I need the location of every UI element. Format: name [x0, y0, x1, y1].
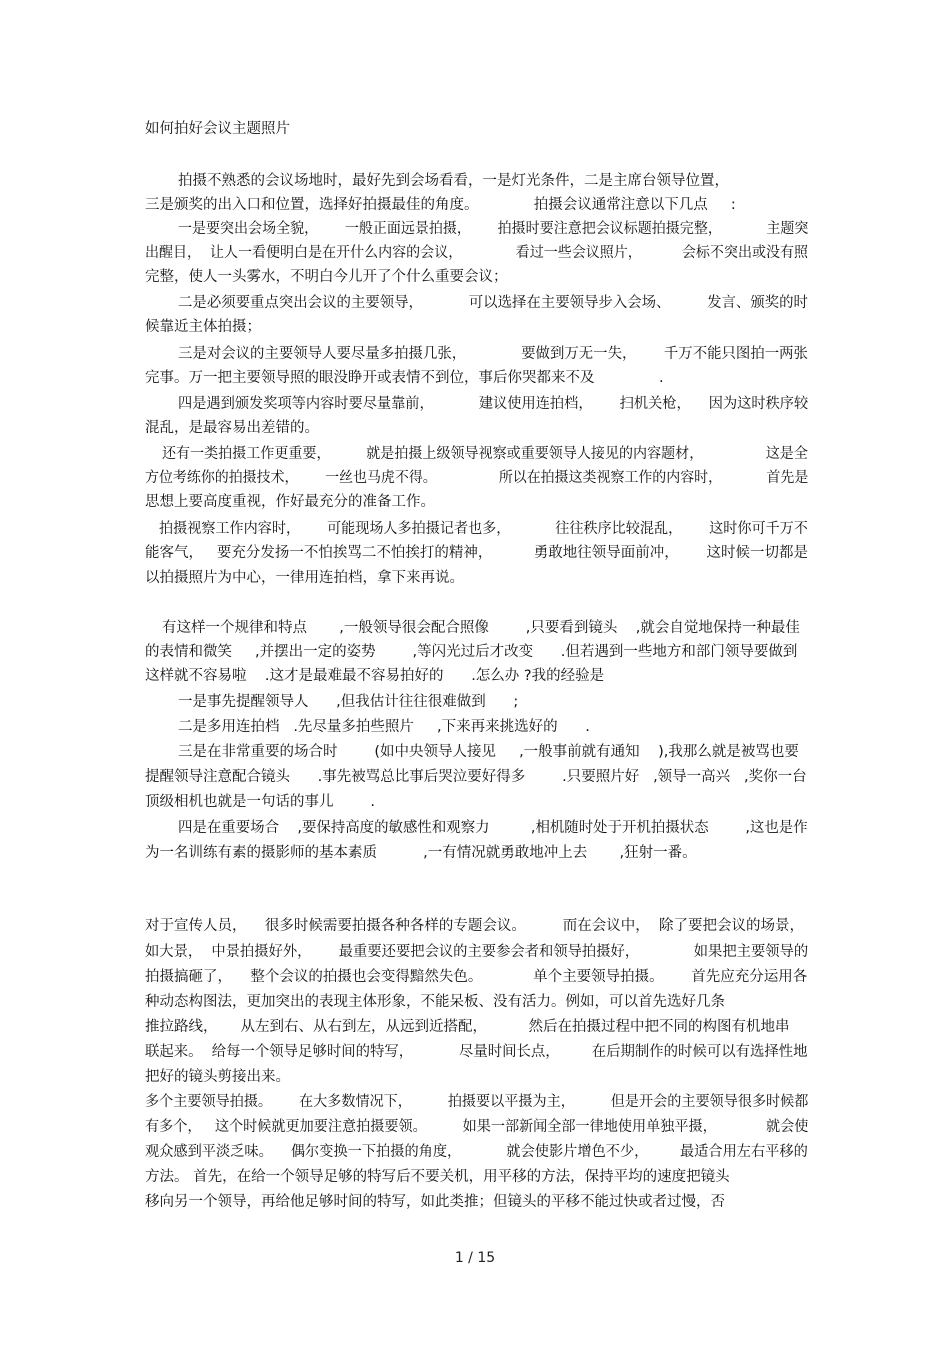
paragraph-line: 思想上要高度重视，作好最充分的准备工作。: [145, 494, 435, 510]
paragraph-line: 观众感到平淡乏味。 偶尔变换一下拍摄的角度， 就会使影片增色不少， 最适合用左右平移的: [145, 1144, 808, 1160]
paragraph-line: 种动态构图法，更加突出的表现主体形象，不能呆板、没有活力。例如，可以首先选好几条: [145, 994, 725, 1010]
paragraph-line: 混乱，是最容易出差错的。: [145, 420, 319, 436]
document-title: 如何拍好会议主题照片: [145, 121, 290, 137]
paragraph-line: 移向另一个领导，再给他足够时间的特写，如此类推；但镜头的平移不能过快或者过慢，否: [145, 1194, 725, 1210]
paragraph-line: 完事。万一把主要领导照的眼没睁开或表情不到位，事后你哭都来不及 .: [145, 370, 664, 386]
paragraph-line: 方位考练你的拍摄技术， 一丝也马虎不得。 所以在拍摄这类视察工作的内容时， 首先是: [145, 470, 809, 486]
paragraph-line: 候靠近主体拍摄；: [145, 319, 261, 335]
paragraph-line: 顶级相机也就是一句话的事儿 .: [145, 794, 375, 810]
paragraph-line: 四是在重要场合 ,要保持高度的敏感性和观察力 ,相机随时处于开机拍摄状态 ,这也是作: [178, 820, 808, 836]
paragraph-line: 方法。 首先，在给一个领导足够的特写后不要关机，用平移的方法，保持平均的速度把镜头: [145, 1169, 730, 1185]
paragraph-line: 三是对会议的主要领导人要尽量多拍摄几张， 要做到万无一失， 千万不能只图拍一两张: [178, 346, 808, 362]
paragraph-line: 一是事先提醒领导人 ,但我估计往往很难做到 ;: [178, 694, 519, 710]
paragraph-line: 拍摄视察工作内容时， 可能现场人多拍摄记者也多， 往往秩序比较混乱， 这时你可千万不: [159, 521, 808, 537]
paragraph-line: 能客气， 要充分发扬一不怕挨骂二不怕挨打的精神， 勇敢地往领导面前冲， 这时候一切都是: [145, 545, 808, 561]
paragraph-line: 有这样一个规律和特点 ,一般领导很会配合照像 ,只要看到镜头 ,就会自觉地保持一种最佳: [162, 620, 800, 636]
paragraph-line: 联起来。 给每一个领导足够时间的特写， 尽量时间长点， 在后期制作的时候可以有选择性地: [145, 1044, 808, 1060]
paragraph-line: 拍摄不熟悉的会议场地时，最好先到会场看看，一是灯光条件，二是主席台领导位置，: [178, 173, 729, 189]
paragraph-line: 以拍摄照片为中心，一律用连拍档，拿下来再说。: [145, 570, 464, 586]
paragraph-line: 二是必须要重点突出会议的主要领导， 可以选择在主要领导步入会场、 发言、颁奖的时: [178, 295, 808, 311]
paragraph-line: 把好的镜头剪接出来。: [145, 1069, 290, 1085]
paragraph-line: 对于宣传人员， 很多时候需要拍摄各种各样的专题会议。 而在会议中， 除了要把会议的场景，: [145, 918, 805, 934]
paragraph-line: 出醒目， 让人一看便明白是在开什么内容的会议， 看过一些会议照片， 会标不突出或没有照: [145, 245, 809, 261]
paragraph-line: 为一名训练有素的摄影师的基本素质 ,一有情况就勇敢地冲上去 ,狂射一番。: [145, 845, 697, 861]
paragraph-line: 三是在非常重要的场合时 (如中央领导人接见 ,一般事前就有通知 ),我那么就是被骂也要: [178, 744, 799, 760]
paragraph-line: 三是颁奖的出入口和位置，选择好拍摄最佳的角度。 拍摄会议通常注意以下几点 :: [145, 197, 736, 213]
paragraph-line: 有多个， 这个时候就更加要注意拍摄要领。 如果一部新闻全部一律地使用单独平摄， 就会使: [145, 1119, 809, 1135]
paragraph-line: 拍摄搞砸了， 整个会议的拍摄也会变得黯然失色。 单个主要领导拍摄。 首先应充分运用各: [145, 969, 808, 985]
paragraph-line: 四是遇到颁发奖项等内容时要尽量靠前， 建议使用连拍档， 扫机关枪， 因为这时秩序较: [178, 396, 809, 412]
paragraph-line: 如大景， 中景拍摄好外， 最重要还要把会议的主要参会者和领导拍摄好， 如果把主要领导的: [145, 944, 809, 960]
paragraph-line: 的表情和微笑 ,并摆出一定的姿势 ,等闪光过后才改变 .但若遇到一些地方和部门领导要做到: [145, 644, 798, 660]
paragraph-line: 多个主要领导拍摄。 在大多数情况下， 拍摄要以平摄为主， 但是开会的主要领导很多时候都: [145, 1094, 809, 1110]
paragraph-line: 这样就不容易啦 .这才是最难最不容易拍好的 .怎么办 ?我的经验是: [145, 668, 605, 684]
page-number: 1 / 15: [454, 1250, 496, 1266]
paragraph-line: 一是要突出会场全貌， 一般正面远景拍摄， 拍摄时要注意把会议标题拍摄完整， 主题突: [178, 221, 809, 237]
paragraph-line: 提醒领导注意配合镜头 .事先被骂总比事后哭泣要好得多 .只要照片好 ,领导一高兴 ,奖你一台: [145, 769, 807, 785]
paragraph-line: 二是多用连拍档 .先尽量多拍些照片 ,下来再来挑选好的 .: [178, 719, 590, 735]
paragraph-line: 推拉路线， 从左到右、从右到左，从远到近搭配， 然后在拍摄过程中把不同的构图有机地串: [145, 1019, 790, 1035]
paragraph-line: 完整，使人一头雾水，不明白今儿开了个什么重要会议；: [145, 269, 508, 285]
paragraph-line: 还有一类拍摄工作更重要， 就是拍摄上级领导视察或重要领导人接见的内容题材， 这是全: [162, 446, 808, 462]
